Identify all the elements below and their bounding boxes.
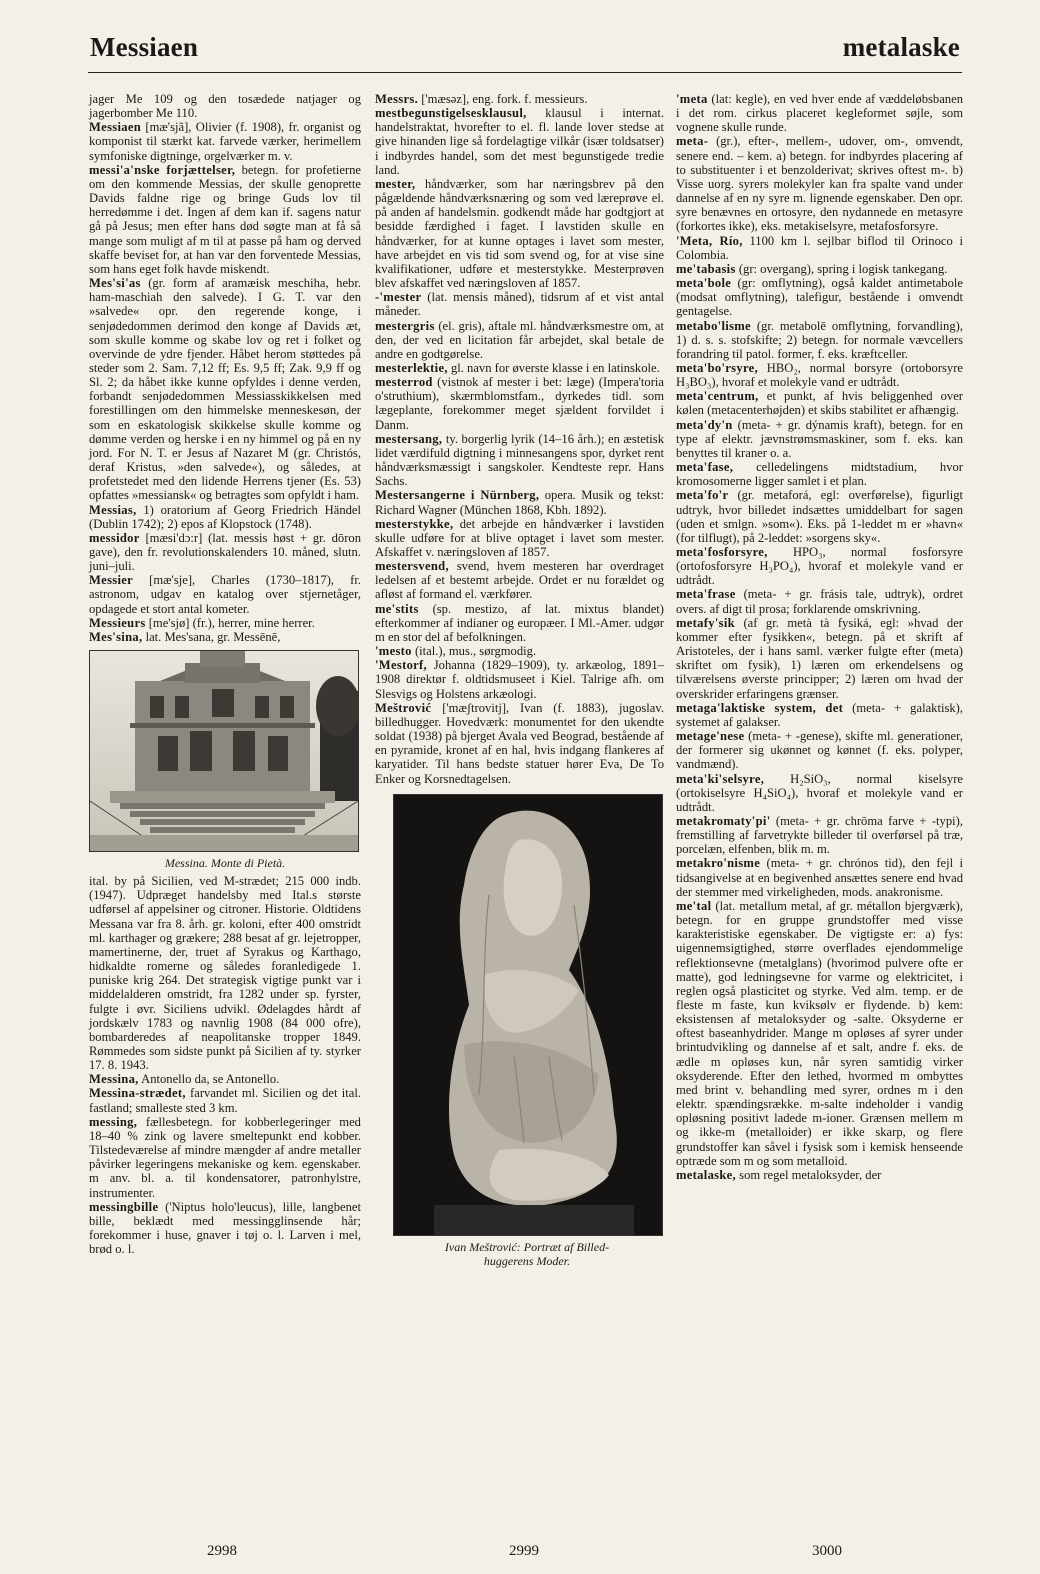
entry-text: ty. borgerlig lyrik (14–16 årh.); en æstetisk lidet værdifuld digtning i minnesangens spor, dyrket rent håndværksmæssigt i sangskoler. Kendteste repr. Hans Sachs. [375,431,664,489]
dictionary-entry [676,1168,963,1182]
entry-text: et punkt, af hvis beliggenhed over kølen (metacenterhøjden) et skibs stabilitet er afhængig. [676,389,963,418]
entry-text: jager Me 109 og den tosædede natjager og jagerbomber Me 110. [89,92,361,121]
entry-headword: meta'bo'rsyre, [676,360,758,375]
dictionary-entry [89,630,361,644]
dictionary-entry [676,418,963,460]
folio-right: 3000 [812,1543,842,1559]
mestrovic-caption-line2: huggerens Moder. [483,1253,571,1268]
dictionary-entry [676,234,963,262]
entry-text: 1) oratorium af Georg Friedrich Händel (Dublin 1742); 2) epos af Klopstock (1748). [89,502,361,531]
entry-headword: messi'a'nske forjættelser, [89,162,236,177]
dictionary-entry [375,658,664,700]
entry-text: Antonello da, se Antonello. [141,1072,280,1087]
entry-text: 1100 km l. sejlbar biflod til Orinoco i Colombia. [676,233,963,262]
portrait-sculpture-image [394,795,662,1235]
entry-headword: 'Meta, Río, [676,233,743,248]
entry-headword: metakromaty'pi' [676,813,771,828]
entry-headword: Messier [89,573,134,588]
entry-text: [mæ'sjã], Olivier (f. 1908), fr. organist og komponist til stærkt kat. farvede værker, herimellem symfoniske digtninge, orgelværker m. v. [89,120,361,163]
entry-headword: metafy'sik [676,615,735,630]
entry-headword: -'mester [375,290,422,305]
folio-left: 2998 [207,1543,237,1559]
dictionary-entry [676,814,963,856]
messina-caption: Messina. Monte di Pietà. [164,856,286,871]
dictionary-entry [676,488,963,545]
entry-text: som regel metaloksyder, der [739,1167,882,1182]
dictionary-entry [89,874,361,1072]
entry-headword: Mes'sina, [89,629,143,644]
dictionary-entry [676,856,963,898]
dictionary-entry [676,899,963,1168]
dictionary-entry [676,276,963,318]
entry-headword: metalaske, [676,1167,737,1182]
folio-center: 2999 [509,1543,539,1559]
dictionary-entry [676,729,963,771]
running-head-left: Messiaen [90,32,199,62]
dictionary-entry [375,92,664,106]
dictionary-entry [676,545,963,587]
entry-text: (af gr. metà tà fysiká, egl: »hvad der kommer efter fysikken«, betegn. på et skrift af Aristoteles, der i hans saml. værker fulgte efter (meta) skriftet om fysik), 1) læren om erkendelsens og tilværelsens øverste principper; 2) læren om hvad der overskrider erfaringens grænser. [676,615,963,701]
entry-headword: meta'centrum, [676,389,759,404]
dictionary-entry [375,701,664,786]
entry-headword: metabo'lisme [676,318,751,333]
col1-entries-bottom [89,874,361,1256]
entry-text: håndværker, som har næringsbrev på den pågældende håndværksnæring og som ved læreprøve el. på anden af handelsmin. godkendt måde har godtgjort at besidde færdighed i faget. I lavstiden skulle en håndværker, for at kunne optages i lavet som mester, have arbejdet en vis tid som svend og, for at vise sine kvalifikationer, udføre et mesterstykke. Mesterprøven blev afskaffet ved næringsloven af 1857. [375,176,664,291]
dictionary-entry [676,772,963,814]
entry-headword: Mestersangerne i Nürnberg, [375,488,540,503]
entry-text: klausul i internat. handelstraktat, hvorefter to el. fl. lande lover stedse at give hinanden lige så fordelagtige vilkår (især toldsatser) i indbyrdes handel, som det mest begunstigede tredie land. [375,106,664,177]
entry-text: (meta- + galaktisk), systemet af galakser. [676,700,963,729]
entry-text: (gr: overgang), spring i logisk tankegang. [738,261,948,276]
entry-text: (meta- + gr. frásis tale, udtryk), ordret overs. af digt til prosa; forklarende omskrivning. [676,587,963,616]
dictionary-entry [375,644,664,658]
entry-headword: Messias, [89,502,137,517]
entry-text: (lat: kegle), en ved hver ende af væddeløbsbanen i det rom. cirkus placeret kegleformet søjle, som vognene skulle runde. [676,92,963,135]
dictionary-entry [89,1072,361,1086]
entry-headword: metakro'nisme [676,856,761,871]
dictionary-entry [375,432,664,489]
entry-text: HPO₃, normal fosforsyre (ortofosforsyre H₃PO₄), hvoraf et molekyle vand er udtrådt. [676,545,963,588]
entry-text: (meta- + gr. chrónos tid), den fejl i tidsangivelse at en begivenhed ansættes senere end hvad der stemmer med virkeligheden, mods. anakronisme. [676,856,963,899]
entry-headword: meta'fo'r [676,488,729,503]
dictionary-entry [89,1200,361,1257]
entry-text: celledelingens midtstadium, hvor kromosomerne ligger samlet i et plan. [676,460,963,489]
header-rule [88,72,962,73]
entry-headword: 'meta [676,92,708,106]
entry-text: det arbejde en håndværker i lavstiden skulle udføre for at blive optaget i lavet som mester. Afskaffet v. næringsloven af 1857. [375,516,664,559]
entry-text: Johanna (1829–1909), ty. arkæolog, 1891–1908 direktør f. oldtidsmuseet i Kiel. Talrige afh. om Slesvigs og Holstens arkæologi. [375,658,664,701]
entry-text: ital. by på Sicilien, ved M-strædet; 215 000 indb. (1947). Udpræget handelsby med Ital.s største udførsel af appelsiner og citroner. Historie. Oldtidens Messana var fra 8. årh. gr. koloni, efter 400 omstridt ml. karthager og grækere; 288 besat af gr. lejetropper, mamertinerne, der, truet af Syrakus og Karthago, hidkaldte romerne og således foranledigede 1. puniske krig 264. Det strategisk vigtige punkt var i middelalderen omstridt, fra 1282 under sp. fyrster, fulgte i øvr. Siciliens udvikl. Ødelagdes hårdt af jordskælv 1783 og navnlig 1908 (84 000 ofre), bombarderedes af neapolitanske tropper 1849. Rømmedes som sidste punkt på Sicilien af ty. styrker 17. 8. 1943. [89,874,361,1073]
entry-text: svend, hvem mesteren har overdraget ledelsen af et bestemt arbejde. Ordet er nu forældet og afløst af formand el. værkfører. [375,559,664,602]
entry-text: HBO₂, normal borsyre (ortoborsyre H₃BO₃), hvoraf et molekyle vand er udtrådt. [676,360,964,390]
dictionary-entry [375,602,664,644]
dictionary-entry [375,290,664,318]
entry-text: ('Niptus holo'leucus), lille, langbenet bille, beklædt med messingglinsende hår; forekommer i huse, gnaver i tøj o. l. Larven i mel, brød o. l. [89,1199,362,1257]
dictionary-entry [89,1115,361,1200]
entry-text: lat. Mes'sana, gr. Messēnē, [145,629,281,644]
entry-text: (gr.), efter-, mellem-, udover, om-, omvendt, senere end. – kem. a) betegn. for indbyrdes placering af to substituenter i et benzolderivat; skrives oftest m-. b) Visse uorg. syrers molekyler kan fra spalte vand under dannelse af en ny syre m. lignende egenskaber. Den opr. syre benævnes en ortosyre, den nydannede en metasyre (forkortes ikke), eks. metakiselsyre, metafosforsyre. [676,134,963,234]
entry-headword: meta'bole [676,276,732,291]
entry-text: H₂SiO₃, normal kiselsyre (ortokiselsyre H₄SiO₄), hvoraf et molekyle vand er udtrådt. [676,771,963,814]
monte-di-pieta-image [90,651,358,851]
column-3 [676,92,963,1182]
entry-headword: metaga'laktiske system, det [676,700,844,715]
column-2 [375,92,664,1272]
dictionary-entry [676,587,963,615]
entry-text: (gr. metabolē omflytning, forvandling), 1) d. s. s. stofskifte; 2) betegn. for normale vævcellers forandring til patol. former, f. eks. kræftceller. [676,318,963,361]
entry-headword: meta'frase [676,587,736,602]
entry-headword: meta'fase, [676,460,734,475]
entry-text: betegn. for profetierne om den kommende Messias, der skulle genoprette Davids faldne rige og bringe Guds lov til herredømme i det. Ingen af dem kan if. sagens natur gå på Jesus; men efter hans død søgte man at få så mange som muligt af m til at passe på ham og derved skaffe beviset for, at han var den forventede Messias, som hans eget folk havde miskendt. [89,162,361,276]
entry-headword: me'tal [676,898,712,913]
entry-text: (gr. form af aramæisk meschiha, hebr. ham-maschiah den salvede). I G. T. var den »salvede« opr. den regerende konge, i senjødedommen derimod den konge af Davids æt, som skulle komme og skabe lov og ret i folket og overvinde de ydre fjender. Håbet herom støttedes på steder som 2. Sam. 7,12 ff; Es. 9,5 ff; Zak. 9,9 ff og Sl. 2; da håbet ikke kunne opfyldes i denne verden, forbandt senjødedommen Messiasskikkelsen med forestillingen om den himmelske menneskesøn, der som en eskatologisk skikkelse skulle komme og dømme verden og herske i en ny himmel og på en ny jord. For N. T. er Jesus af Nazaret M (gr. Christós, deraf Kristus, »den salvede«), og således, at profetstedet med den lidende Herrens tjener (Es. 53) opfattes »messiansk« og betragtes som opfyldt i ham. [89,276,361,503]
dictionary-entry [375,319,664,361]
col3-entries [676,92,963,1182]
dictionary-entry [89,616,361,630]
entry-text: ['mæʃtrovitj], Ivan (f. 1883), jugoslav. billedhugger. Hovedværk: monumentet for den ukendte soldat (1938) på bjerget Avala ved Beograd, bestående af en pyramide, kronet af en hal, hvis indgang flankeres af karyatider. Til hans bedste statuer hører Eva, De To Enker og Korsnedtagelsen. [375,700,664,786]
dictionary-entry [375,177,664,290]
entry-headword: meta- [676,134,709,149]
entry-text: (meta- + gr. chrōma farve + -typi), fremstilling af farvetrykte billeder til overførsel på træ, porcelæn, elfenben, blik m. m. [676,813,963,857]
dictionary-entry [676,701,963,729]
entry-headword: Messrs. [375,92,419,106]
column-1 [89,92,361,1256]
entry-text: (sp. mestizo, af lat. mixtus blandet) efterkommer af indianer og europæer. I Ml.-Amer. udgør m en stor del af befolkningen. [375,601,664,644]
entry-headword: mesterrod [375,375,433,390]
entry-text: (gr: omflytning), også kaldet antimetabole (modsat omflytning), talefigur, bestående i omvendt gentagelse. [676,276,963,319]
dictionary-entry [89,163,361,276]
entry-headword: Messiaen [89,120,142,135]
entry-headword: Messina, [89,1072,139,1087]
mestrovic-caption [393,1240,661,1268]
entry-headword: mesterlektie, [375,360,448,375]
entry-text: (lat. mensis måned), tidsrum af et vist antal måneder. [375,290,664,319]
entry-headword: mestergris [375,318,435,333]
entry-headword: Messieurs [89,615,146,630]
dictionary-entry [89,92,361,120]
col2-entries [375,92,664,786]
dictionary-entry [375,517,664,559]
mestrovic-caption-line1: Ivan Meštrović: Portræt af Billed- [444,1239,610,1254]
entry-text: (el. gris), aftale ml. håndværksmestre om, at den, der ved en licitation får arbejdet, skal betale de andre en godtgørelse. [375,318,664,361]
entry-text: gl. navn for øverste klasse i en latinskole. [450,360,660,375]
entry-text: (meta- + -genese), skifte ml. generationer, der formerer sig ukønnet og kønnet (f. eks. polyper, vandmænd). [676,729,963,772]
dictionary-entry [676,92,963,134]
dictionary-entry [676,319,963,361]
messina-photo [89,650,359,852]
entry-headword: mester, [375,176,416,191]
entry-text: [me'sjø] (fr.), herrer, mine herrer. [148,615,315,630]
entry-text: farvandet ml. Sicilien og det ital. fastland; smalleste sted 3 km. [89,1086,361,1115]
dictionary-entry [676,616,963,701]
dictionary-entry [375,559,664,601]
dictionary-entry [676,460,963,488]
dictionary-entry [89,1086,361,1114]
entry-headword: meta'fosforsyre, [676,545,768,559]
entry-headword: metage'nese [676,729,745,744]
entry-headword: me'stits [375,601,419,616]
entry-text: ['mæsəz], eng. fork. f. messieurs. [421,92,588,106]
dictionary-entry [89,531,361,573]
dictionary-entry [89,503,361,531]
entry-headword: messing, [89,1114,138,1129]
entry-text: [mæsi'dɔ:r] (lat. messis høst + gr. dōron gave), den fr. revolutionskalenders 10. måned, slutn. juni–juli. [89,530,361,574]
col1-entries-top [89,92,361,644]
entry-headword: Messina-strædet, [89,1086,186,1101]
entry-text: (gr. metaforá, egl: overførelse), figurligt udtryk, hvor billedet indsættes umiddelbart for sagen (uden et smlgn. »som«). Eks. på 1-leddet m er »havn« (for tilflugt), på 2-leddet: »sorgens sky«. [676,488,963,545]
entry-headword: mesterstykke, [375,516,454,531]
entry-headword: Meštrović [375,700,432,715]
dictionary-entry [676,361,963,389]
entry-text: opera. Musik og tekst: Richard Wagner (München 1868, Kbh. 1892). [375,488,664,517]
dictionary-entry [676,134,963,233]
running-head-right: metalaske [842,32,960,62]
entry-headword: messidor [89,530,140,545]
dictionary-entry [375,106,664,177]
entry-text: (meta- + gr. dýnamis kraft), betegn. for en type af elektr. jævnstrømsmaskiner, som f. eks. kan benyttes til kraner o. a. [676,417,963,460]
entry-headword: me'tabasis [676,261,736,276]
entry-headword: mestbegunstigelsesklausul, [375,106,527,121]
entry-headword: mestersvend, [375,559,449,574]
dictionary-entry [375,488,664,516]
entry-text: (ital.), mus., sørgmodig. [414,644,537,659]
dictionary-entry [375,361,664,375]
dictionary-entry [89,120,361,162]
entry-headword: meta'dy'n [676,417,733,432]
entry-headword: meta'ki'selsyre, [676,771,765,786]
entry-headword: messingbille [89,1199,159,1214]
entry-text: [mæ'sje], Charles (1730–1817), fr. astronom, udgav en katalog over stjernetåger, opdagede et stort antal kometer. [89,573,361,616]
entry-text: (lat. metallum metal, af gr. métallon bjergværk), betegn. for en gruppe grundstoffer med visse karakteristiske egenskaber. De vigtigste er: a) fys: uigennemsigtighed, større overflades ejendommelige reflektionsevne (metalglans) (hvorimod pulvere ofte er matte), god ledningsevne for varme og elektricitet, i reglen også plasticitet og styrke. Ved alm. temp. er de fleste m faste, kun kviksølv er flydende. b) kem: eksistensen af metaloksyder og -salte. Oksyderne er oftest baseanhydrider. Mange m opløses af syrer under brintudvikling og dannelse af et salt, andre f. eks. de ædle m opløses kun, når syren samtidig virker oksyderende. Efter den lethed, hvormed m ombyttes med brint v. behandling med syrer, ordnes m i den elektr. spændingsrække. m-salte indeholder i vandig opløsning positivt ladede m-ioner. Grænsen mellem m og ikke-m (metalloider) er ikke skarp, og flere grundstoffer kan såvel i fysisk som i kemisk henseende optræde som m og som metalloid. [676,898,963,1168]
dictionary-entry [375,375,664,432]
mestrovic-photo [393,794,663,1236]
dictionary-entry [676,262,963,276]
entry-headword: 'Mestorf, [375,658,427,673]
entry-headword: Mes'si'as [89,276,141,291]
dictionary-entry [89,573,361,615]
entry-headword: 'mesto [375,644,412,659]
entry-headword: mestersang, [375,431,443,446]
entry-text: fællesbetegn. for kobberlegeringer med 18–40 % zink og lavere smeltepunkt end kobber. Tilstedeværelse af mindre mængder af andre metaller påvirker legeringens mekaniske og kem. egenskaber. m anv. bl. a. til kondensatorer, patronhylstre, instrumenter. [89,1114,361,1200]
dictionary-entry [89,276,361,503]
dictionary-entry [676,389,963,417]
entry-text: (vistnok af mester i bet: læge) (Impera'toria o'struthium), skærmblomstfam., dyrkedes tidl. som lægeplante, forekommer meget sjældent forvildet i Danm. [375,375,664,432]
